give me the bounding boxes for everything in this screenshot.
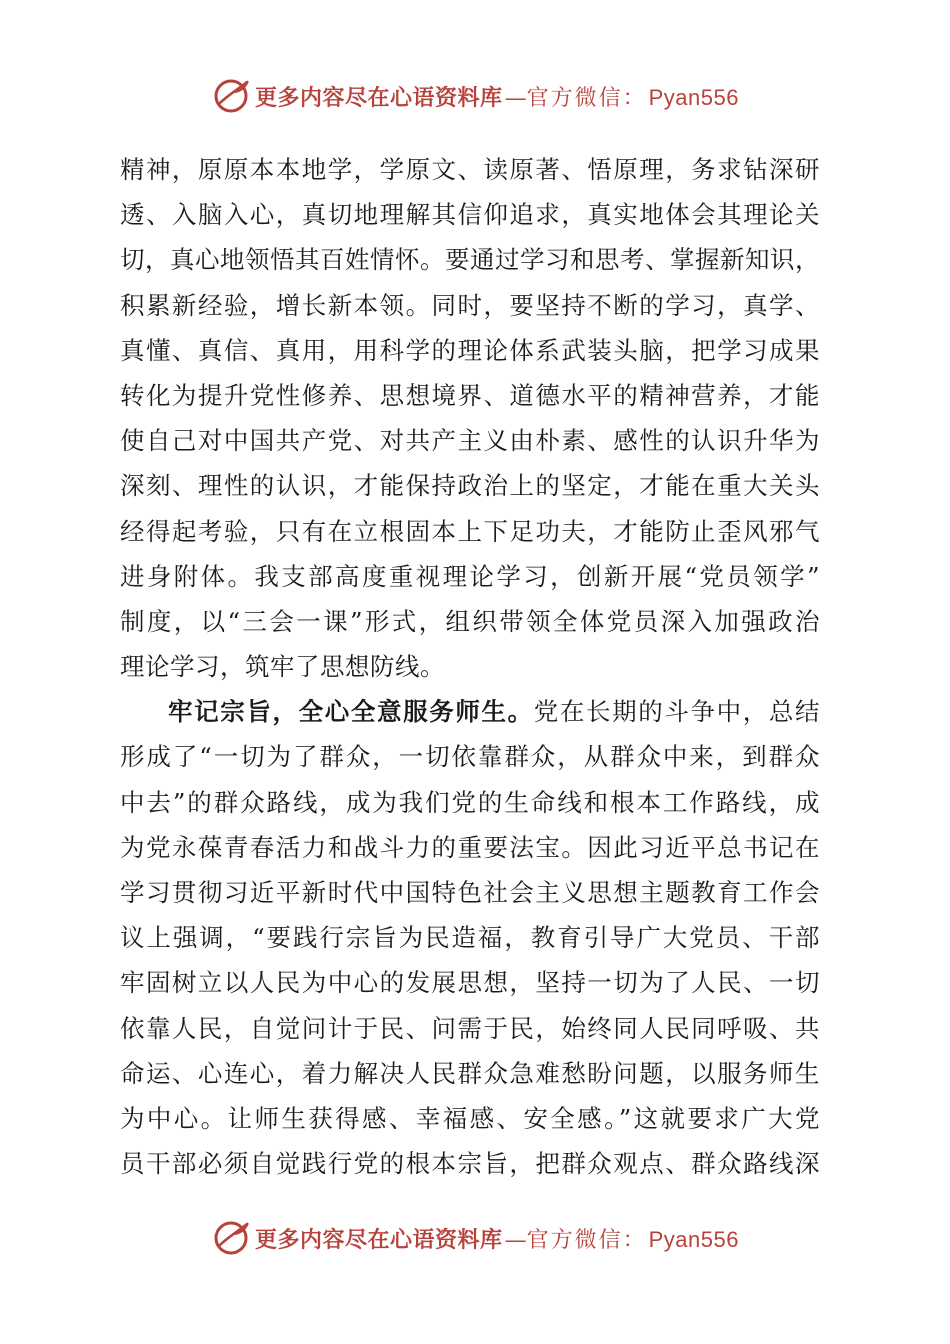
- text-line: 学习贯彻习近平新时代中国特色社会主义思想主题教育工作会: [120, 878, 820, 907]
- footer-banner: [0, 1214, 950, 1262]
- paragraph-2-first-line: [120, 689, 820, 734]
- text-line: 进身附体。我支部高度重视理论学习，创新开展“党员领学”: [120, 561, 820, 591]
- text-line: 经得起考验，只有在立根固本上下足功夫，才能防止歪风邪气: [120, 516, 820, 546]
- banner-wechat-handle: Pyan556: [648, 1226, 739, 1252]
- document-body: [120, 147, 820, 1186]
- text-line: 切，真心地领悟其百姓情怀。要通过学习和思考、掌握新知识，: [120, 245, 820, 275]
- text-line: 真懂、真信、真用，用科学的理论体系武装头脑，把学习成果: [120, 335, 820, 365]
- text-line: 中去”的群众路线，成为我们党的生命线和根本工作路线，成: [120, 787, 820, 817]
- banner-wechat-handle: Pyan556: [648, 84, 739, 110]
- header-banner: [0, 72, 950, 120]
- banner-label: 官方微信：: [526, 85, 647, 111]
- paragraph-1: [120, 147, 820, 689]
- leaf-circle-logo-icon: [211, 1218, 251, 1258]
- text-line: 深刻、理性的认识，才能保持政治上的坚定，才能在重大关头: [120, 471, 820, 501]
- leaf-circle-logo-icon: [211, 76, 251, 116]
- text-line: 依靠人民，自觉问计于民、问需于民，始终同人民同呼吸、共: [120, 1013, 820, 1043]
- text-line: 制度，以“三会一课”形式，组织带领全体党员深入加强政治: [120, 606, 820, 636]
- banner-brand: 更多内容尽在心语资料库: [255, 84, 503, 111]
- text-line: 转化为提升党性修养、思想境界、道德水平的精神营养，才能: [120, 380, 820, 410]
- text-line: 议上强调，“要践行宗旨为民造福，教育引导广大党员、干部: [120, 923, 820, 953]
- text-run: 党在长期的斗争中，总结: [533, 697, 820, 727]
- banner-text: [255, 1223, 739, 1254]
- text-line: 形成了“一切为了群众，一切依靠群众，从群众中来，到群众: [120, 742, 820, 772]
- text-line: 员干部必须自觉践行党的根本宗旨，把群众观点、群众路线深: [120, 1149, 820, 1179]
- text-line: 牢固树立以人民为中心的发展思想，坚持一切为了人民、一切: [120, 968, 820, 998]
- text-line: 积累新经验，增长新本领。同时，要坚持不断的学习，真学、: [120, 290, 820, 320]
- banner-label: 官方微信：: [526, 1227, 647, 1253]
- text-line: 为党永葆青春活力和战斗力的重要法宝。因此习近平总书记在: [120, 832, 820, 862]
- text-line: 使自己对中国共产党、对共产主义由朴素、感性的认识升华为: [120, 426, 820, 456]
- banner-separator: —: [504, 1227, 525, 1253]
- text-line: 为中心。让师生获得感、幸福感、安全感。”这就要求广大党: [120, 1103, 820, 1133]
- banner-brand: 更多内容尽在心语资料库: [255, 1226, 503, 1253]
- banner-text: [255, 81, 739, 112]
- text-line: 命运、心连心，着力解决人民群众急难愁盼问题，以服务师生: [120, 1058, 820, 1088]
- text-line: 透、入脑入心，真切地理解其信仰追求，真实地体会其理论关: [120, 200, 820, 230]
- text-line: 理论学习，筑牢了思想防线。: [120, 652, 445, 682]
- paragraph-heading: 牢记宗旨，全心全意服务师生。: [168, 697, 534, 727]
- banner-separator: —: [504, 85, 525, 111]
- text-line: 精神，原原本本地学，学原文、读原著、悟原理，务求钻深研: [120, 155, 820, 184]
- paragraph-2: [120, 689, 820, 1186]
